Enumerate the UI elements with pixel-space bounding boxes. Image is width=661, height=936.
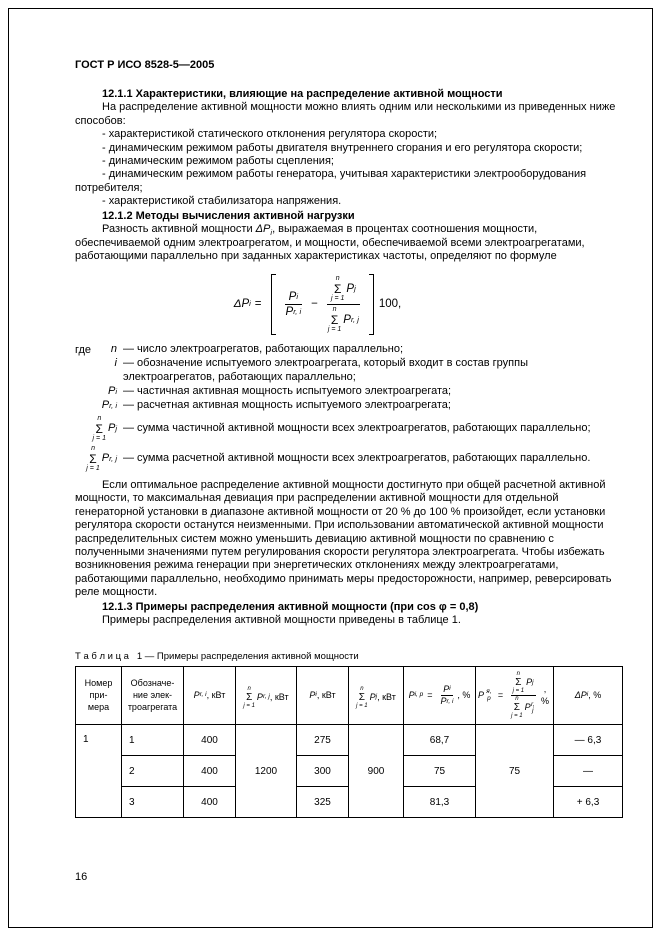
definition-text: — расчетная активная мощность испытуемого электроагрегата; [123,399,451,412]
cell-pri: 400 [184,725,236,756]
text-run: Разность активной мощности [102,223,256,236]
col-header-sum-pj: n Σ j = 1 P j , кВт [349,667,404,725]
where-lead: где [75,343,92,356]
cell-generator-id: 1 [122,725,184,756]
definition-text: — сумма частичной активной мощности всех электроагрегатов, работающих параллельно; [123,422,591,435]
sum-symbol: n Σ j = 1 [330,274,345,302]
document-page [8,8,653,928]
paragraph-12-1-2-tail: Если оптимальное распределение активной мощности достигнуто при общей расчетной активной мощности, то максимальная девиация при распределении активной мощности для отдельной генераторной установки в диапазоне активной мощности от 20 % до 100 % произойдет, если установки регулятора скорости останутся неизменными. При использовании автоматической активной мощности распределительных систем можно уменьшить девиацию активной мощности по сравнению с полученными значениями путем регулирования скорости регулятора электроагрегата. Чтобы избежать возникновения режима генерации при энергетических отклонениях между электроагрегатами, работающими параллельно, необходимо принимать меры предосторожности, например, реверсировать реле мощности. [75,478,612,599]
cell-pi: 325 [297,787,349,818]
math-symbol: P [107,384,116,397]
where-definitions [75,343,620,473]
col-header-generator-id: Обозначе- ние элек- троагрегата [122,667,184,725]
math-symbol: P [343,313,351,326]
list-item: - характеристикой стабилизатора напряжения. [102,195,342,208]
table-row [76,725,623,756]
cell-pip: 81,3 [404,787,476,818]
col-header-delta-pi: ΔP i , % [554,667,623,725]
definition-text: — обозначение испытуемого электроагрегата, который входит в состав группы электроагрегатов, работающих параллельно; [123,357,528,383]
cell-delta-pi: — [554,756,623,787]
cell-sum-prj: 1200 [236,725,297,818]
list-item: - характеристикой статического отклонения регулятора скорости; [102,128,438,141]
cell-delta-pi: — 6,3 [554,725,623,756]
math-symbol: i [114,357,117,370]
list-item: - динамическим режимом работы сцепления; [102,155,334,168]
cell-pip: 75 [404,756,476,787]
minus-sign: − [311,298,318,311]
fraction-sums: n Σ j = 1 P j n Σ j = 1 P r, j [511,671,535,720]
sum-symbol: n Σ j = 1 [511,696,523,720]
table-caption: Т а б л и ц а 1 — Примеры распределения активной мощности [75,651,359,663]
text-run: , выражаемая в процентах соотношения мощности, обеспечиваемой одним электроагрегатом, и мощности, обеспечиваемой всеми электроагрегатами, работающими параллельно при заданных характеристиках частоты, определяют по формуле [75,223,585,263]
cell-pi: 275 [297,725,349,756]
formula-delta-p [75,274,560,335]
definition-text: — частичная активная мощность испытуемого электроагрегата; [123,384,452,397]
sum-symbol: n Σ j = 1 [92,414,106,442]
col-header-pip-ratio: P i, р = P i P r, i , % [404,667,476,725]
cell-pip: 68,7 [404,725,476,756]
where-item [75,343,620,356]
cell-delta-pi: + 6,3 [554,787,623,818]
heading-12-1-1: 12.1.1 Характеристики, влияющие на распределение активной мощности [102,88,503,100]
math-symbol: ΔP [255,223,271,236]
cell-pi: 300 [297,756,349,787]
definition-text: — число электроагрегатов, работающих параллельно; [123,342,404,355]
math-subscript: i [270,228,273,238]
paragraph-intro-12-1-1: На распределение активной мощности можно влиять одним или несколькими из приведенных ниже способов: [75,101,616,127]
fraction-pi-pri [282,290,306,319]
math-symbol: P [285,305,294,318]
paragraph-12-1-3: Примеры распределения активной мощности приведены в таблице 1. [102,614,461,627]
cell-sum-pj: 900 [349,725,404,818]
cell-pri: 400 [184,787,236,818]
paragraph-12-1-2 [75,223,620,264]
document-header: ГОСТ Р ИСО 8528-5—2005 [75,59,215,71]
heading-12-1-2: 12.1.2 Методы вычисления активной нагрузки [102,209,355,222]
cell-pap: 75 [476,725,554,818]
where-item: P i — частичная активная мощность испытуемого электроагрегата; [75,385,620,398]
heading-12-1-3: 12.1.3 Примеры распределения активной мощности (при cos φ = 0,8) [102,600,479,613]
formula-factor: 100, [378,298,402,311]
where-item: n Σ j = 1 P r, j — сумма расчетной активной мощности всех электроагрегатов, работающих параллельно. [75,445,620,473]
col-header-pi: P i , кВт [297,667,349,725]
math-subscript: j [354,283,356,293]
cell-generator-id: 2 [122,756,184,787]
power-distribution-table [75,666,623,818]
list-item: - динамическим режимом работы двигателя внутреннего сгорания и его регулятора скорости; [102,141,583,154]
math-symbol: P [346,282,355,295]
col-header-pri: P r, i , кВт [184,667,236,725]
col-header-pap-ratio: P я, р = n Σ j = 1 P j n Σ j = 1 P r, j , % [476,667,554,725]
math-symbol: P [288,290,297,303]
equals-sign: = [254,298,262,311]
math-symbol: P [107,422,116,435]
sum-symbol: n Σ j = 1 [356,685,368,709]
cell-example-no: 1 [76,725,122,818]
table-header-row [76,667,623,725]
left-bracket [271,274,276,335]
right-bracket [369,274,374,335]
math-subscript: i [296,291,298,301]
math-symbol: n [110,342,117,355]
sum-symbol: n Σ j = 1 [512,671,525,695]
list-item: - динамическим режимом работы генератора, учитывая характеристики электрооборудования потребителя; [75,168,587,194]
page-number: 16 [75,871,88,883]
col-header-example-number: Номер при- мера [76,667,122,725]
math-subscript: r, i [293,306,302,316]
math-subscript: i [249,299,251,309]
sum-symbol: n Σ j = 1 [86,444,100,472]
col-header-sum-prj: n Σ j = 1 P r, j , кВт [236,667,297,725]
math-symbol: P [101,399,110,412]
sum-symbol: n Σ j = 1 [243,685,255,709]
cell-pri: 400 [184,756,236,787]
cell-generator-id: 3 [122,787,184,818]
sum-symbol: n Σ j = 1 [327,305,342,333]
fraction-sums [324,274,363,335]
fraction: P i P r, i [440,683,454,707]
where-item: P r, i — расчетная активная мощность испытуемого электроагрегата; [75,399,620,412]
where-item: n Σ j = 1 P j — сумма частичной активной мощности всех электроагрегатов, работающих параллельно; [75,415,620,443]
bracket-group [271,274,374,335]
math-subscript: r, j [350,314,359,324]
where-item [75,357,620,384]
math-symbol: ΔP [233,298,250,311]
definition-text: — сумма расчетной активной мощности всех электроагрегатов, работающих параллельно. [123,452,591,465]
math-symbol: P [101,452,110,465]
